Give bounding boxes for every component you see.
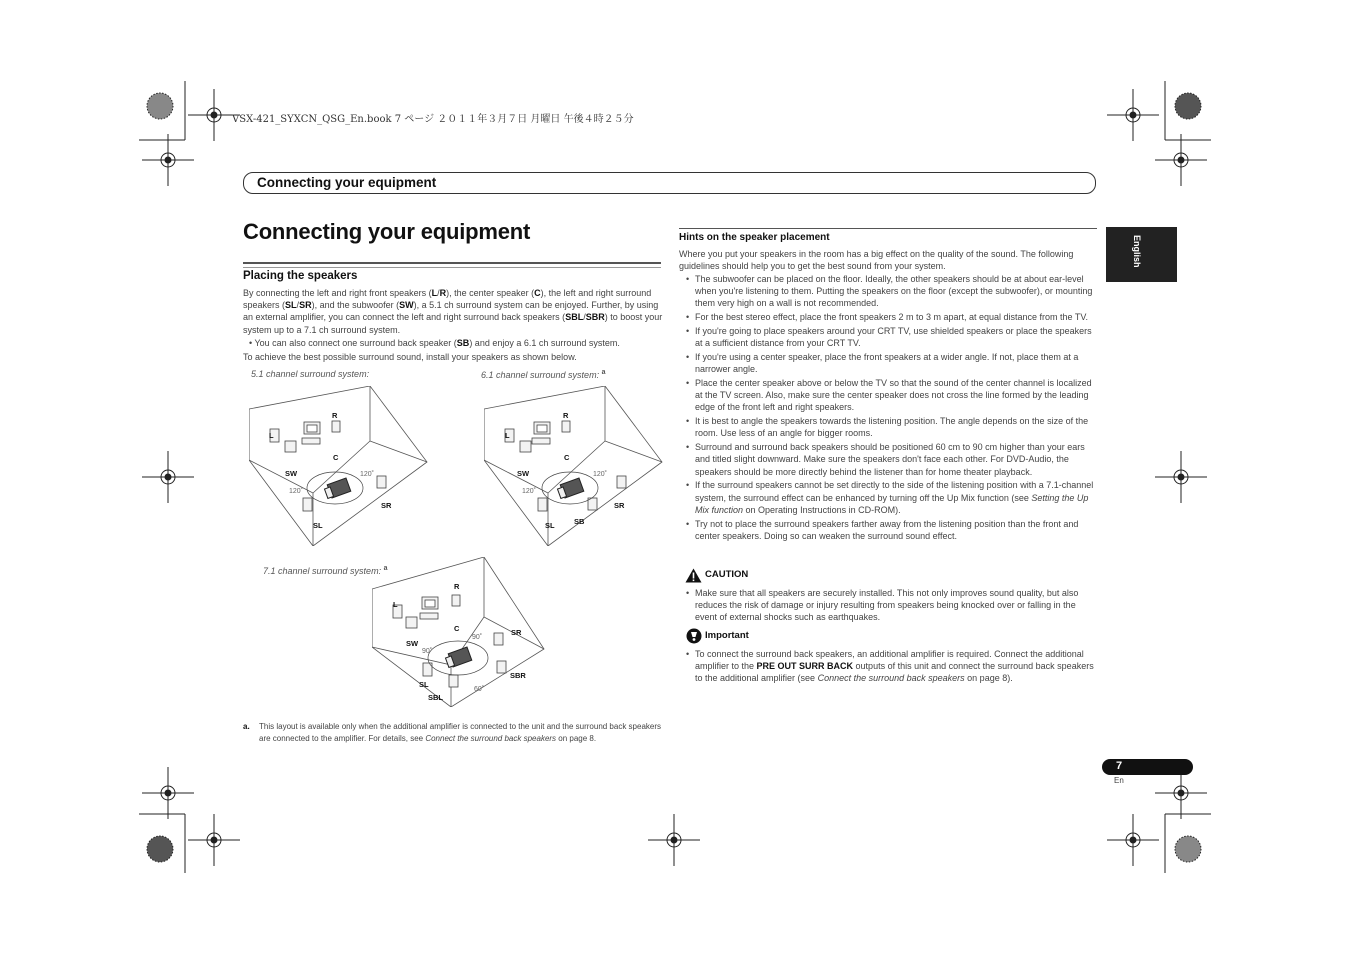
svg-text:SR: SR: [511, 628, 522, 637]
list-item: • It is best to angle the speakers towards the listening position. The angle depends on the size of the room. Use less of an angle for bigger rooms.: [680, 415, 1098, 439]
important-icon: [686, 628, 702, 644]
svg-text:60˚: 60˚: [474, 686, 485, 693]
svg-text:L: L: [505, 431, 510, 440]
caution-list: [680, 587, 1098, 625]
hints-intro: Where you put your speakers in the room has a big effect on the quality of the sound. The following guidelines should help you to get the best sound from your system.: [679, 249, 1074, 272]
page-number: 7: [1116, 760, 1123, 772]
caption-7-1: 7.1 channel surround system: $^a$: [263, 565, 388, 576]
svg-text:L: L: [393, 600, 398, 609]
svg-text:90˚: 90˚: [472, 634, 483, 641]
section-header-bar: [243, 172, 1096, 194]
svg-text:SL: SL: [419, 680, 429, 689]
list-item: • If you're using a center speaker, place the front speakers at a wider angle. If not, place them at a narrower angle.: [680, 351, 1098, 375]
important-label: Important: [705, 630, 749, 641]
important-list: [680, 648, 1098, 686]
surround-back-note: • You can also connect one surround back speaker (SB) and enjoy a 6.1 ch surround system.: [249, 338, 620, 348]
svg-text:SL: SL: [545, 521, 555, 530]
svg-text:SBR: SBR: [510, 671, 526, 680]
angle-left: 120˚: [289, 488, 304, 495]
svg-text:C: C: [454, 624, 460, 633]
svg-text:SW: SW: [517, 469, 530, 478]
title-rule: [243, 262, 661, 268]
best-sound-text: To achieve the best possible surround sound, install your speakers as shown below.: [243, 352, 577, 362]
caution-label: CAUTION: [705, 569, 749, 580]
list-item: • Make sure that all speakers are securely installed. This not only improves sound quality, but also reduces the risk of damage or injury resulting from speakers being knocked over or falling in the event of external shocks such as earthquakes.: [680, 587, 1098, 624]
footnote: a. This layout is available only when the additional amplifier is connected to the unit and the surround back speakers are connected to the amplifier. For details, see Connect the surround back speakers on page 8.: [243, 722, 662, 743]
svg-text:R: R: [454, 582, 460, 591]
angle-right: 120˚: [360, 471, 375, 478]
list-item: • If the surround speakers cannot be set directly to the side of the listening position with a 7.1-channel system, the surround effect can be enhanced by turning off the Up Mix function (see Setting the Up Mix function on Operating Instructions in CD-ROM).: [680, 479, 1098, 516]
list-item: • Surround and surround back speakers should be positioned 60 cm to 90 cm higher than your ears and titled slight downward. Make sure the speakers don't face each other. For DVD-Audio, the speakers should be more directly behind the listener than for home theater playback.: [680, 441, 1098, 478]
page-number-pill: [1102, 759, 1193, 775]
svg-text:SBL: SBL: [428, 693, 443, 702]
svg-text:SW: SW: [406, 639, 419, 648]
diagram-5-1-surround: [249, 386, 429, 546]
section-header-title: Connecting your equipment: [257, 175, 437, 190]
label-L: L: [269, 431, 274, 440]
list-item: • If you're going to place speakers around your CRT TV, use shielded speakers or place the speakers at a sufficient distance from your CRT TV.: [680, 325, 1098, 349]
svg-text:R: R: [563, 411, 569, 420]
right-column-rule: [679, 228, 1097, 229]
caption-5-1: 5.1 channel surround system:: [251, 369, 370, 379]
hints-heading: Hints on the speaker placement: [679, 232, 830, 243]
print-file-header: VSX-421_SYXCN_QSG_En.book 7 ページ ２０１１年３月７日 月曜日 午後４時２５分: [232, 114, 634, 125]
list-item: • To connect the surround back speakers, an additional amplifier is required. Connect the additional amplifier to the PRE OUT SURR BACK outputs of this unit and connect the surround back speakers to the additional amplifier (see Connect the surround back speakers on page 8).: [680, 648, 1098, 685]
label-SW: SW: [285, 469, 298, 478]
label-C: C: [333, 453, 339, 462]
list-item: • Try not to place the surround speakers farther away from the listening position than the front and center speakers. Doing so can weaken the surround sound effect.: [680, 518, 1098, 542]
warning-icon: [685, 568, 702, 583]
svg-text:120˚: 120˚: [522, 488, 537, 495]
diagram-6-1-surround: [484, 386, 664, 546]
label-SL: SL: [313, 521, 323, 530]
language-tab: [1106, 227, 1177, 282]
page-title: Connecting your equipment: [243, 219, 531, 244]
svg-text:C: C: [564, 453, 570, 462]
list-item: • For the best stereo effect, place the front speakers 2 m to 3 m apart, at equal distance from the TV.: [680, 311, 1098, 323]
label-R: R: [332, 411, 338, 420]
svg-text:120˚: 120˚: [593, 471, 608, 478]
placing-speakers-heading: Placing the speakers: [243, 270, 358, 282]
language-tab-label: English: [1132, 235, 1142, 268]
diagram-7-1-surround: [372, 557, 547, 707]
caption-6-1: 6.1 channel surround system: $^a$: [481, 369, 606, 380]
label-SR: SR: [381, 501, 392, 510]
svg-text:90˚: 90˚: [422, 648, 433, 655]
hints-list: [680, 273, 1098, 544]
placing-speakers-intro: By connecting the left and right front speakers (L/R), the center speaker (C), the left and right surround speakers (SL/SR), and the subwoofer (SW), a 5.1 ch surround system can be enjoyed. Further, by using an external amplifier, you can connect the left and right surround back speakers (SBL/SBR) to boost your system up to a 7.1 ch surround system.: [243, 288, 663, 335]
list-item: • The subwoofer can be placed on the floor. Ideally, the other speakers should be at about ear-level when you're listening to them. Putting the speakers on the floor (except the subwoofer), or mounting them very high on a wall is not recommended.: [680, 273, 1098, 310]
svg-text:SB: SB: [574, 517, 585, 526]
list-item: • Place the center speaker above or below the TV so that the sound of the center channel is localized at the TV screen. Also, make sure the center speaker does not cross the line formed by the leading edge of the front left and right speakers.: [680, 377, 1098, 414]
page-language: En: [1114, 776, 1124, 785]
svg-text:SR: SR: [614, 501, 625, 510]
